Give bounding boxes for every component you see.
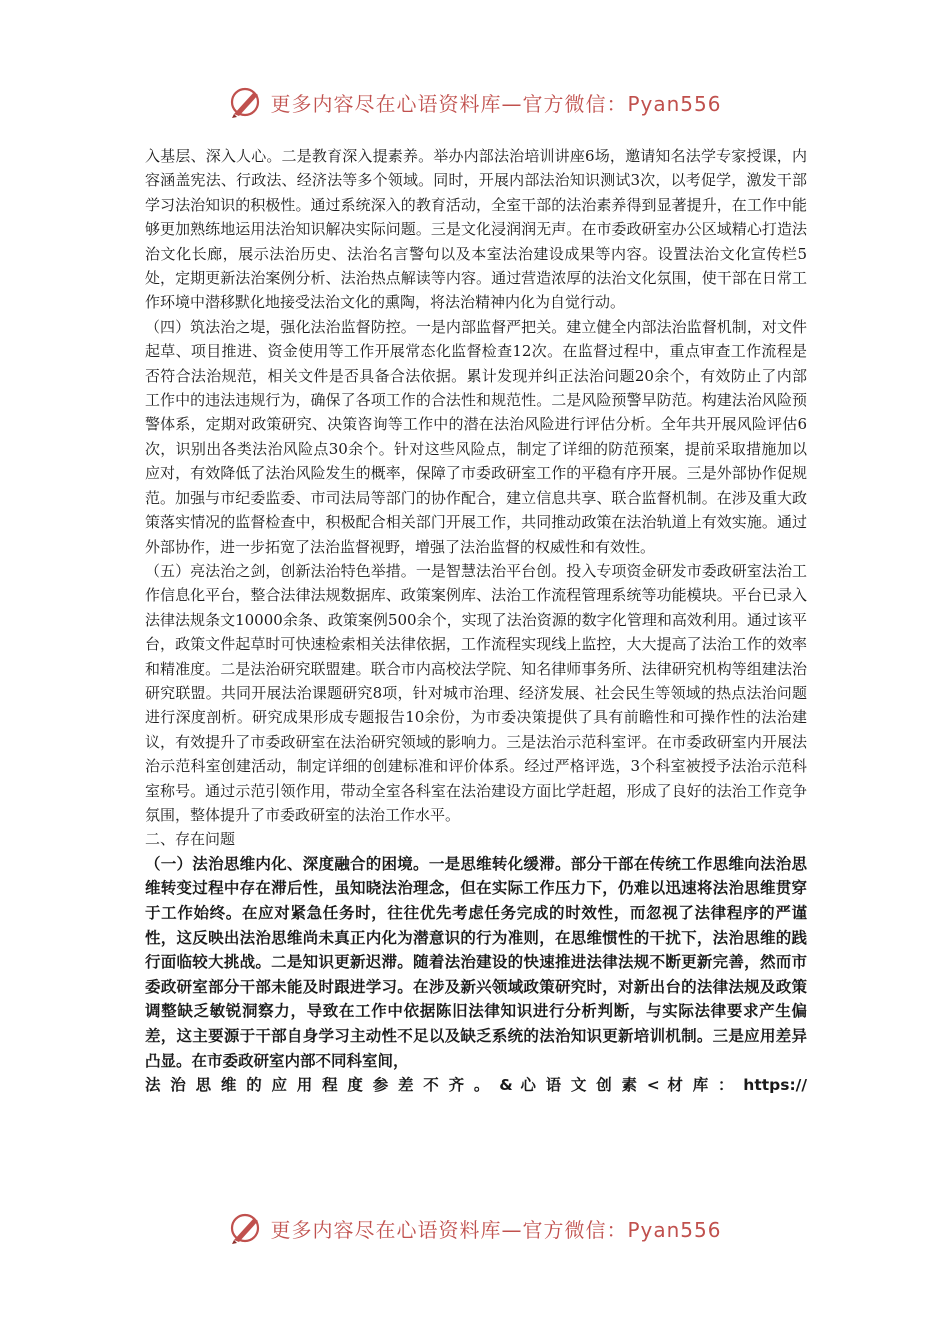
bold-paragraph bbox=[145, 852, 807, 1098]
paragraph: 入基层、深入人心。二是教育深入提素养。举办内部法治培训讲座6场，邀请知名法学专家授课，内容涵盖宪法、行政法、经济法等多个领域。同时，开展内部法治知识测试3次，以考促学，激发干部学习法治知识的积极性。通过系统深入的教育活动，全室干部的法治素养得到显著提升，在工作中能够更加熟练地运用法治知识解决实际问题。三是文化浸润润无声。在市委政研室办公区域精心打造法治文化长廊，展示法治历史、法治名言警句以及本室法治建设成果等内容。设置法治文化宣传栏5处，定期更新法治案例分析、法治热点解读等内容。通过营造浓厚的法治文化氛围，使干部在日常工作环境中潜移默化地接受法治文化的熏陶，将法治精神内化为自觉行动。 bbox=[145, 147, 807, 312]
banner-text: 更多内容尽在心语资料库—官方微信：Pyan556 bbox=[270, 1217, 722, 1242]
banner-text: 更多内容尽在心语资料库—官方微信：Pyan556 bbox=[270, 91, 722, 116]
paragraph: （五）亮法治之剑，创新法治特色举措。一是智慧法治平台创。投入专项资金研发市委政研室法治工作信息化平台，整合法律法规数据库、政策案例库、法治工作流程管理系统等功能模块。平台已录入法律法规条文10000余条、政策案例500余个，实现了法治资源的数字化管理和高效利用。通过该平台，政策文件起草时可快速检索相关法律依据，工作流程实现线上监控，大大提高了法治工作的效率和精准度。二是法治研究联盟建。联合市内高校法学院、知名律师事务所、法律研究机构等组建法治研究联盟。共同开展法治课题研究8项，针对城市治理、经济发展、社会民生等领域的热点法治问题进行深度剖析。研究成果形成专题报告10余份，为市委决策提供了具有前瞻性和可操作性的法治建议，有效提升了市委政研室在法治研究领域的影响力。三是法治示范科室评。在市委政研室内开展法治示范科室创建活动，制定详细的创建标准和评价体系。经过严格评选，3个科室被授予法治示范科室称号。通过示范引领作用，带动全室各科室在法治建设方面比学赶超，形成了良好的法治工作竞争氛围，整体提升了市委政研室的法治工作水平。 bbox=[145, 561, 807, 824]
bold-paragraph-last-line: 法 治 思 维 的 应 用 程 度 参 差 不 齐 。 & 心 语 文 创 素 < 材 库 ： https:// bbox=[145, 1076, 807, 1095]
bold-paragraph-text: （一）法治思维内化、深度融合的困境。一是思维转化缓滞。部分干部在传统工作思维向法治思维转变过程中存在滞后性，虽知晓法治理念，但在实际工作压力下，仍难以迅速将法治思维贯穿于工作始终。在应对紧急任务时，往往优先考虑任务完成的时效性，而忽视了法律程序的严谨性，这反映出法治思维尚未真正内化为潜意识的行为准则，在思维惯性的干扰下，法治思维的践行面临较大挑战。二是知识更新迟滞。随着法治建设的快速推进法律法规不断更新完善，然而市委政研室部分干部未能及时跟进学习。在涉及新兴领域政策研究时，对新出台的法律法规及政策调整缺乏敏锐洞察力，导致在工作中依据陈旧法律知识进行分析判断，与实际法律要求产生偏差，这主要源于干部自身学习主动性不足以及缺乏系统的法治知识更新培训机制。三是应用差异凸显。在市委政研室内部不同科室间， bbox=[145, 854, 807, 1070]
paragraph: （四）筑法治之堤，强化法治监督防控。一是内部监督严把关。建立健全内部法治监督机制，对文件起草、项目推进、资金使用等工作开展常态化监督检查12次。在监督过程中，重点审查工作流程是否符合法治规范，相关文件是否具备合法依据。累计发现并纠正法治问题20余个，有效防止了内部工作中的违法违规行为，确保了各项工作的合法性和规范性。二是风险预警早防范。构建法治风险预警体系，定期对政策研究、决策咨询等工作中的潜在法治风险进行评估分析。全年共开展风险评估6次，识别出各类法治风险点30余个。针对这些风险点，制定了详细的防范预案，提前采取措施加以应对，有效降低了法治风险发生的概率，保障了市委政研室工作的平稳有序开展。三是外部协作促规范。加强与市纪委监委、市司法局等部门的协作配合，建立信息共享、联合监督机制。在涉及重大政策落实情况的监督检查中，积极配合相关部门开展工作，共同推动政策在法治轨道上有效实施。通过外部协作，进一步拓宽了法治监督视野，增强了法治监督的权威性和有效性。 bbox=[145, 317, 807, 556]
section-heading: 二、存在问题 bbox=[145, 830, 236, 849]
pen-logo-icon bbox=[228, 1210, 264, 1246]
header-banner bbox=[0, 82, 950, 122]
document-body bbox=[145, 144, 807, 1098]
footer-banner bbox=[0, 1208, 950, 1248]
pen-logo-icon bbox=[228, 84, 264, 120]
